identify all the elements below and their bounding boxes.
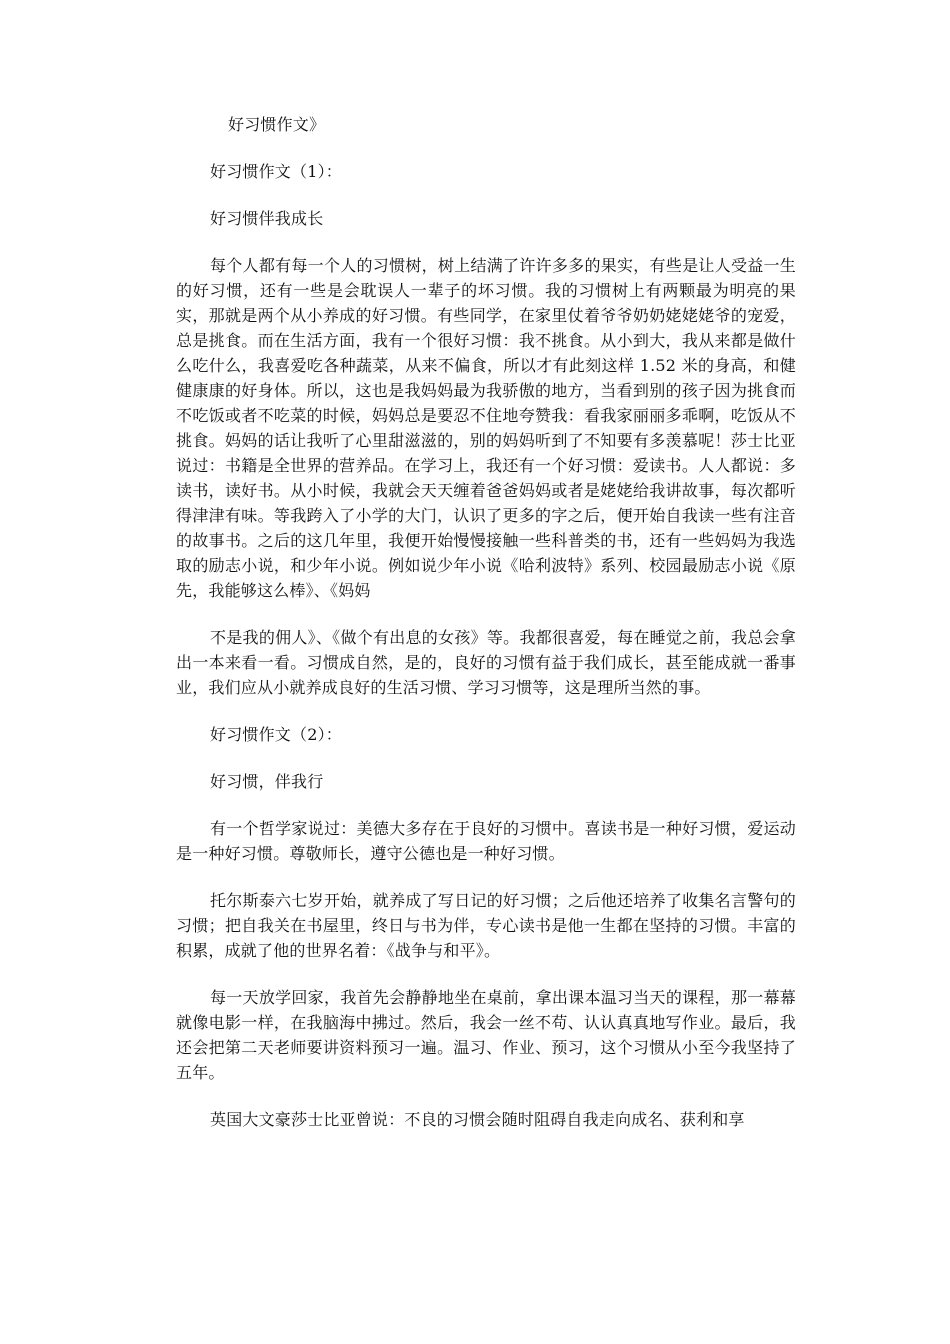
essay-2-paragraph-3: 每一天放学回家，我首先会静静地坐在桌前，拿出课本温习当天的课程，那一幕幕就像电影一样，在我脑海中拂过。然后，我会一丝不苟、认认真真地写作业。最后，我还会把第二天老师要讲资料预习一遍。温习、作业、预习，这个习惯从小至今我坚持了五年。 [176, 988, 796, 1082]
essay-2-paragraph-2: 托尔斯泰六七岁开始，就养成了写日记的好习惯；之后他还培养了收集名言警句的习惯；把自我关在书屋里，终日与书为伴，专心读书是他一生都在坚持的习惯。丰富的积累，成就了他的世界名着：《战争与和平》。 [176, 891, 796, 960]
essay-2-paragraph-1: 有一个哲学家说过：美德大多存在于良好的习惯中。喜读书是一种好习惯，爱运动是一种好习惯。尊敬师长，遵守公德也是一种好习惯。 [176, 819, 796, 863]
essay-1-heading: 好习惯作文（1）： [210, 162, 342, 181]
document-title: 好习惯作文》 [228, 115, 326, 134]
essay-1-paragraph-1: 每个人都有每一个人的习惯树，树上结满了许许多多的果实，有些是让人受益一生的好习惯，还有一些是会耽误人一辈子的坏习惯。我的习惯树上有两颗最为明亮的果实，那就是两个从小养成的好习惯。有些同学，在家里仗着爷爷奶奶姥姥姥爷的宠爱，总是挑食。而在生活方面，我有一个很好习惯：我不挑食。从小到大，我从来都是做什么吃什么，我喜爱吃各种蔬菜，从来不偏食，所以才有此刻这样 1.52 米的身高，和健健康康的好身体。所以，这也是我妈妈最为我骄傲的地方，当看到别的孩子因为挑食而不吃饭或者不吃菜的时候，妈妈总是要忍不住地夸赞我：看我家丽丽多乖啊，吃饭从不挑食。妈妈的话让我听了心里甜滋滋的，别的妈妈听到了不知要有多羡慕呢！莎士比亚说过：书籍是全世界的营养品。在学习上，我还有一个好习惯：爱读书。人人都说：多读书，读好书。从小时候，我就会天天缠着爸爸妈妈或者是姥姥给我讲故事，每次都听得津津有味。等我跨入了小学的大门，认识了更多的字之后，便开始自我读一些有注音的故事书。之后的这几年里，我便开始慢慢接触一些科普类的书，还有一些妈妈为我选取的励志小说，和少年小说。例如说少年小说《哈利波特》系列、校园最励志小说《原先，我能够这么棒》、《妈妈 [176, 256, 796, 600]
essay-2-heading: 好习惯作文（2）： [210, 725, 342, 744]
essay-1-paragraph-2: 不是我的佣人》、《做个有出息的女孩》等。我都很喜爱，每在睡觉之前，我总会拿出一本来看一看。习惯成自然，是的，良好的习惯有益于我们成长，甚至能成就一番事业，我们应从小就养成良好的生活习惯、学习习惯等，这是理所当然的事。 [176, 628, 796, 697]
essay-2-subtitle: 好习惯，伴我行 [210, 772, 324, 791]
essay-2-paragraph-4: 英国大文豪莎士比亚曾说：不良的习惯会随时阻碍自我走向成名、获利和享 [210, 1110, 745, 1129]
essay-1-subtitle: 好习惯伴我成长 [210, 209, 324, 228]
document-body [176, 112, 796, 1154]
